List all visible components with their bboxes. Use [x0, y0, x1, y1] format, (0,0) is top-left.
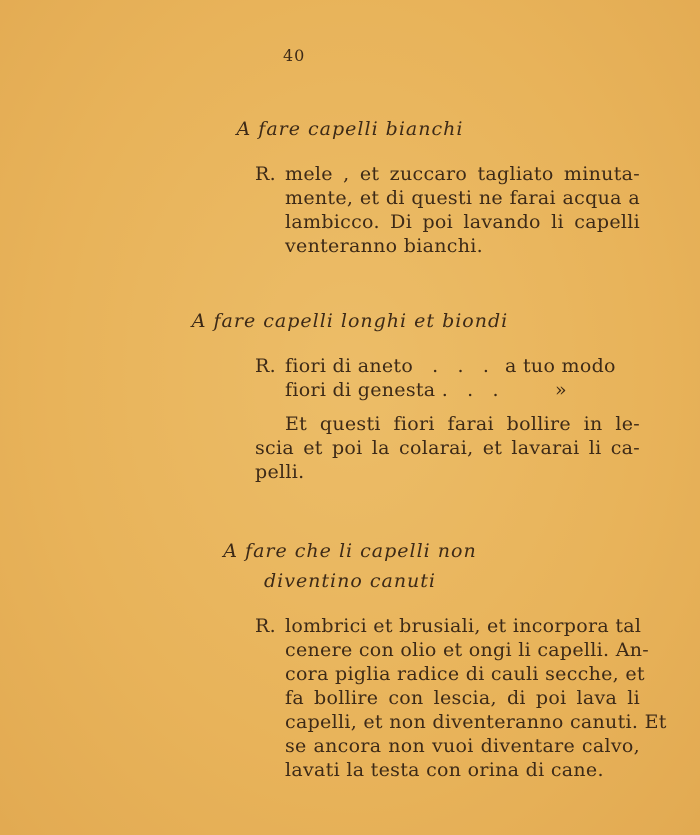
- recipe-line: lambicco. Di poi lavando li capelli: [285, 211, 640, 233]
- heading-line: A fare capelli longhi et biondi: [191, 310, 509, 332]
- recipe-marker: R.: [255, 615, 276, 637]
- recipe-line: lavati la testa con orina di cane.: [285, 759, 604, 781]
- ingredient-row: [255, 378, 640, 402]
- recipe-line: cenere con olio et ongi li capelli. An-: [285, 639, 649, 661]
- section-heading-bianchi: [0, 114, 700, 144]
- heading-line: diventino canuti: [263, 570, 437, 592]
- heading-line: A fare capelli bianchi: [236, 118, 464, 140]
- prose-line: Et questi fiori farai bollire in le-: [285, 413, 640, 435]
- ingredient-amount: a tuo modo: [505, 355, 616, 377]
- prose-line: scia et poi la colarai, et lavarai li ca-: [255, 437, 640, 459]
- recipe-marker: R.: [255, 163, 276, 185]
- heading-line: A fare che li capelli non: [223, 540, 477, 562]
- recipe-line: venteranno bianchi.: [285, 235, 483, 257]
- ingredient-name: fiori di genesta . . .: [285, 379, 499, 401]
- recipe-line: fa bollire con lescia, di poi lava li: [285, 687, 640, 709]
- recipe-bianchi: [255, 162, 640, 258]
- recipe-line: mente, et di questi ne farai acqua a: [285, 187, 640, 209]
- ingredient-name: fiori di aneto . . .: [285, 355, 490, 377]
- recipe-text: mele , et zuccaro tagliato minuta-: [285, 163, 640, 185]
- ingredient-list: [255, 354, 640, 402]
- recipe-line: cora piglia radice di cauli secche, et: [285, 663, 645, 685]
- recipe-line: [255, 614, 640, 638]
- recipe-text: lombrici et brusiali, et incorpora tal: [285, 615, 642, 637]
- section-heading-canuti: [0, 536, 700, 596]
- recipe-line: [255, 162, 640, 186]
- recipe-marker: R.: [255, 355, 276, 377]
- recipe-canuti: [255, 614, 667, 782]
- page-number: 40: [283, 46, 306, 65]
- section-heading-longhi: [0, 306, 700, 336]
- prose-line: pelli.: [255, 461, 305, 483]
- instructions-longhi: [255, 412, 640, 484]
- ingredient-row: [255, 354, 640, 378]
- recipe-line: capelli, et non diventeranno canuti. Et: [285, 711, 667, 733]
- ingredient-ditto: »: [555, 379, 567, 401]
- recipe-line: se ancora non vuoi diventare calvo,: [285, 735, 640, 757]
